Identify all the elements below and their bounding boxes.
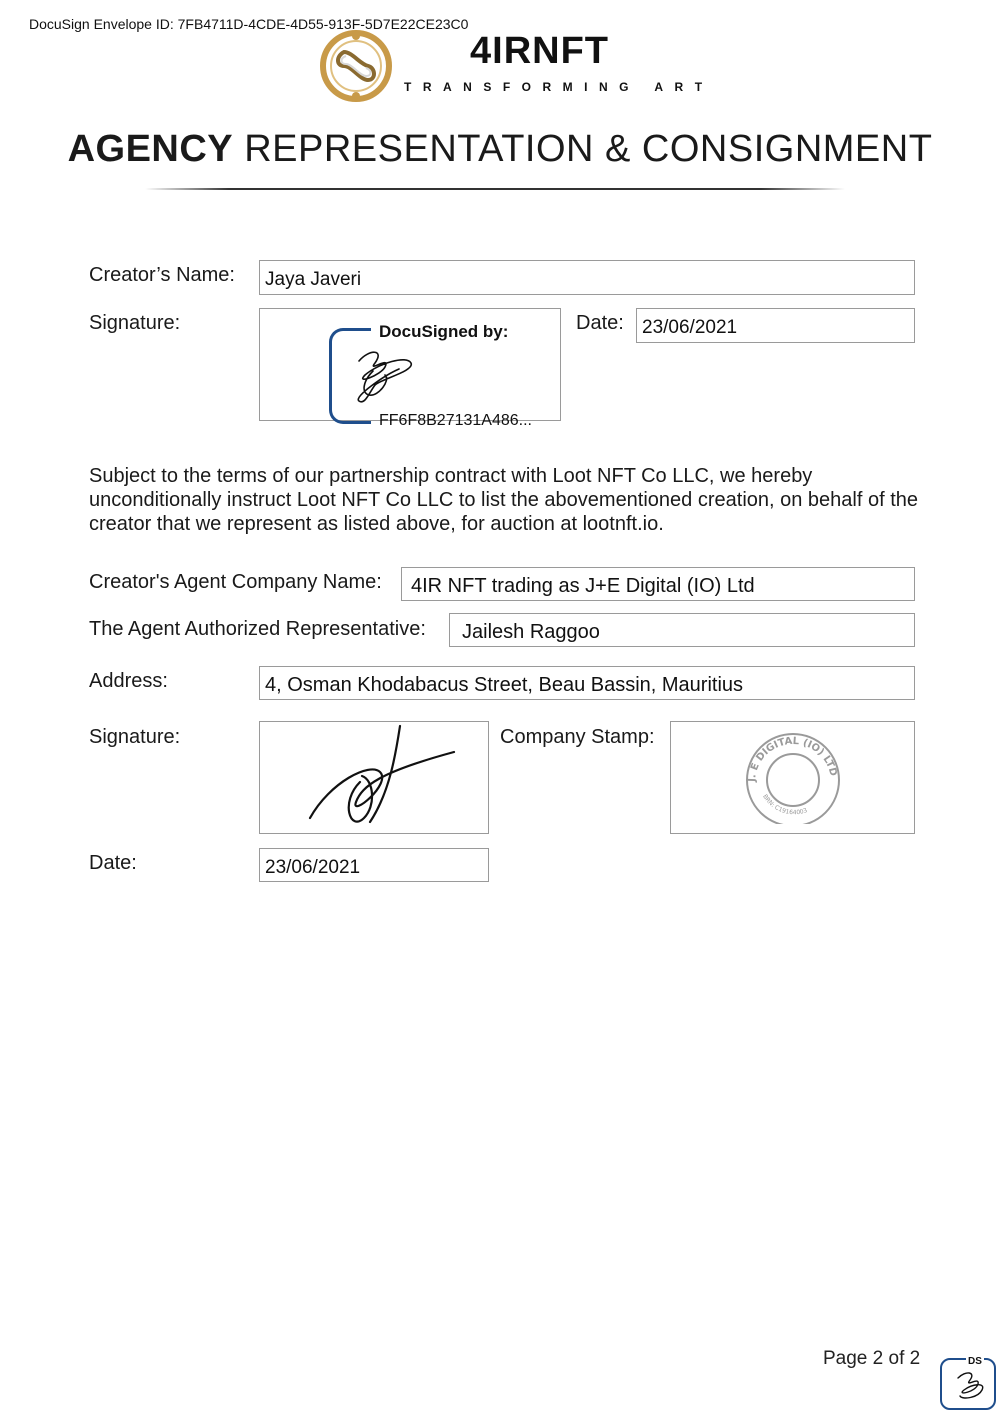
agent-company-field[interactable] [401,567,915,601]
agent-date-value: 23/06/2021 [265,857,361,878]
creator-date-field[interactable] [636,308,915,343]
address-field[interactable] [259,666,915,700]
agent-date-field[interactable] [259,848,489,882]
agent-date-label: Date: [89,852,137,874]
stamp-text-top: J. E DIGITAL (IO) LTD [746,735,839,783]
company-stamp-field[interactable] [670,721,915,834]
svg-text:J. E DIGITAL (IO) LTD [747,736,839,783]
title-bold: AGENCY [67,128,234,170]
agent-rep-field[interactable] [449,613,915,647]
page-title [0,128,1000,171]
creator-signature-icon [345,345,425,411]
agent-company-label: Creator's Agent Company Name: [89,571,382,593]
title-rest: REPRESENTATION & CONSIGNMENT [244,128,933,170]
agent-rep-label: The Agent Authorized Representative: [89,618,426,640]
creator-name-label: Creator’s Name: [89,264,235,286]
instruction-paragraph: Subject to the terms of our partnership contract with Loot NFT Co LLC, we hereby unconditionally instruct Loot NFT Co LLC to list the abovementioned creation, on behalf of the creator that we represent as listed above, for auction at lootnft.io. [89,465,919,535]
brand-name: 4IRNFT [470,30,609,72]
envelope-id: DocuSign Envelope ID: 7FB4711D-4CDE-4D55-913F-5D7E22CE23C0 [29,16,469,32]
creator-signature-label: Signature: [89,312,181,334]
infinity-diamond-logo-icon [316,30,396,102]
creator-name-value: Jaya Javeri [265,269,362,290]
company-stamp-label: Company Stamp: [500,726,655,748]
address-label: Address: [89,670,168,692]
company-stamp-icon [743,732,843,824]
creator-date-label: Date: [576,312,624,334]
address-value: 4, Osman Khodabacus Street, Beau Bassin, Mauritius [265,674,744,696]
stamp-text-bottom: BRN: C19164003 [761,793,809,817]
agent-rep-value: Jailesh Raggoo [462,621,600,643]
docusign-header: DocuSigned by: [379,322,509,341]
initials-signature-icon [950,1368,990,1404]
title-divider [145,188,845,190]
agent-signature-icon [300,722,460,830]
page-number: Page 2 of 2 [823,1348,921,1369]
docusign-id: FF6F8B27131A486... [379,412,532,429]
agent-signature-label: Signature: [89,726,181,748]
brand-tagline: TRANSFORMING ART [404,80,714,94]
creator-date-value: 23/06/2021 [642,317,738,338]
docusign-badge-label: DS [968,1356,982,1367]
creator-name-field[interactable] [259,260,915,295]
agent-company-value: 4IR NFT trading as J+E Digital (IO) Ltd [411,575,755,597]
agent-signature-field[interactable] [259,721,489,834]
